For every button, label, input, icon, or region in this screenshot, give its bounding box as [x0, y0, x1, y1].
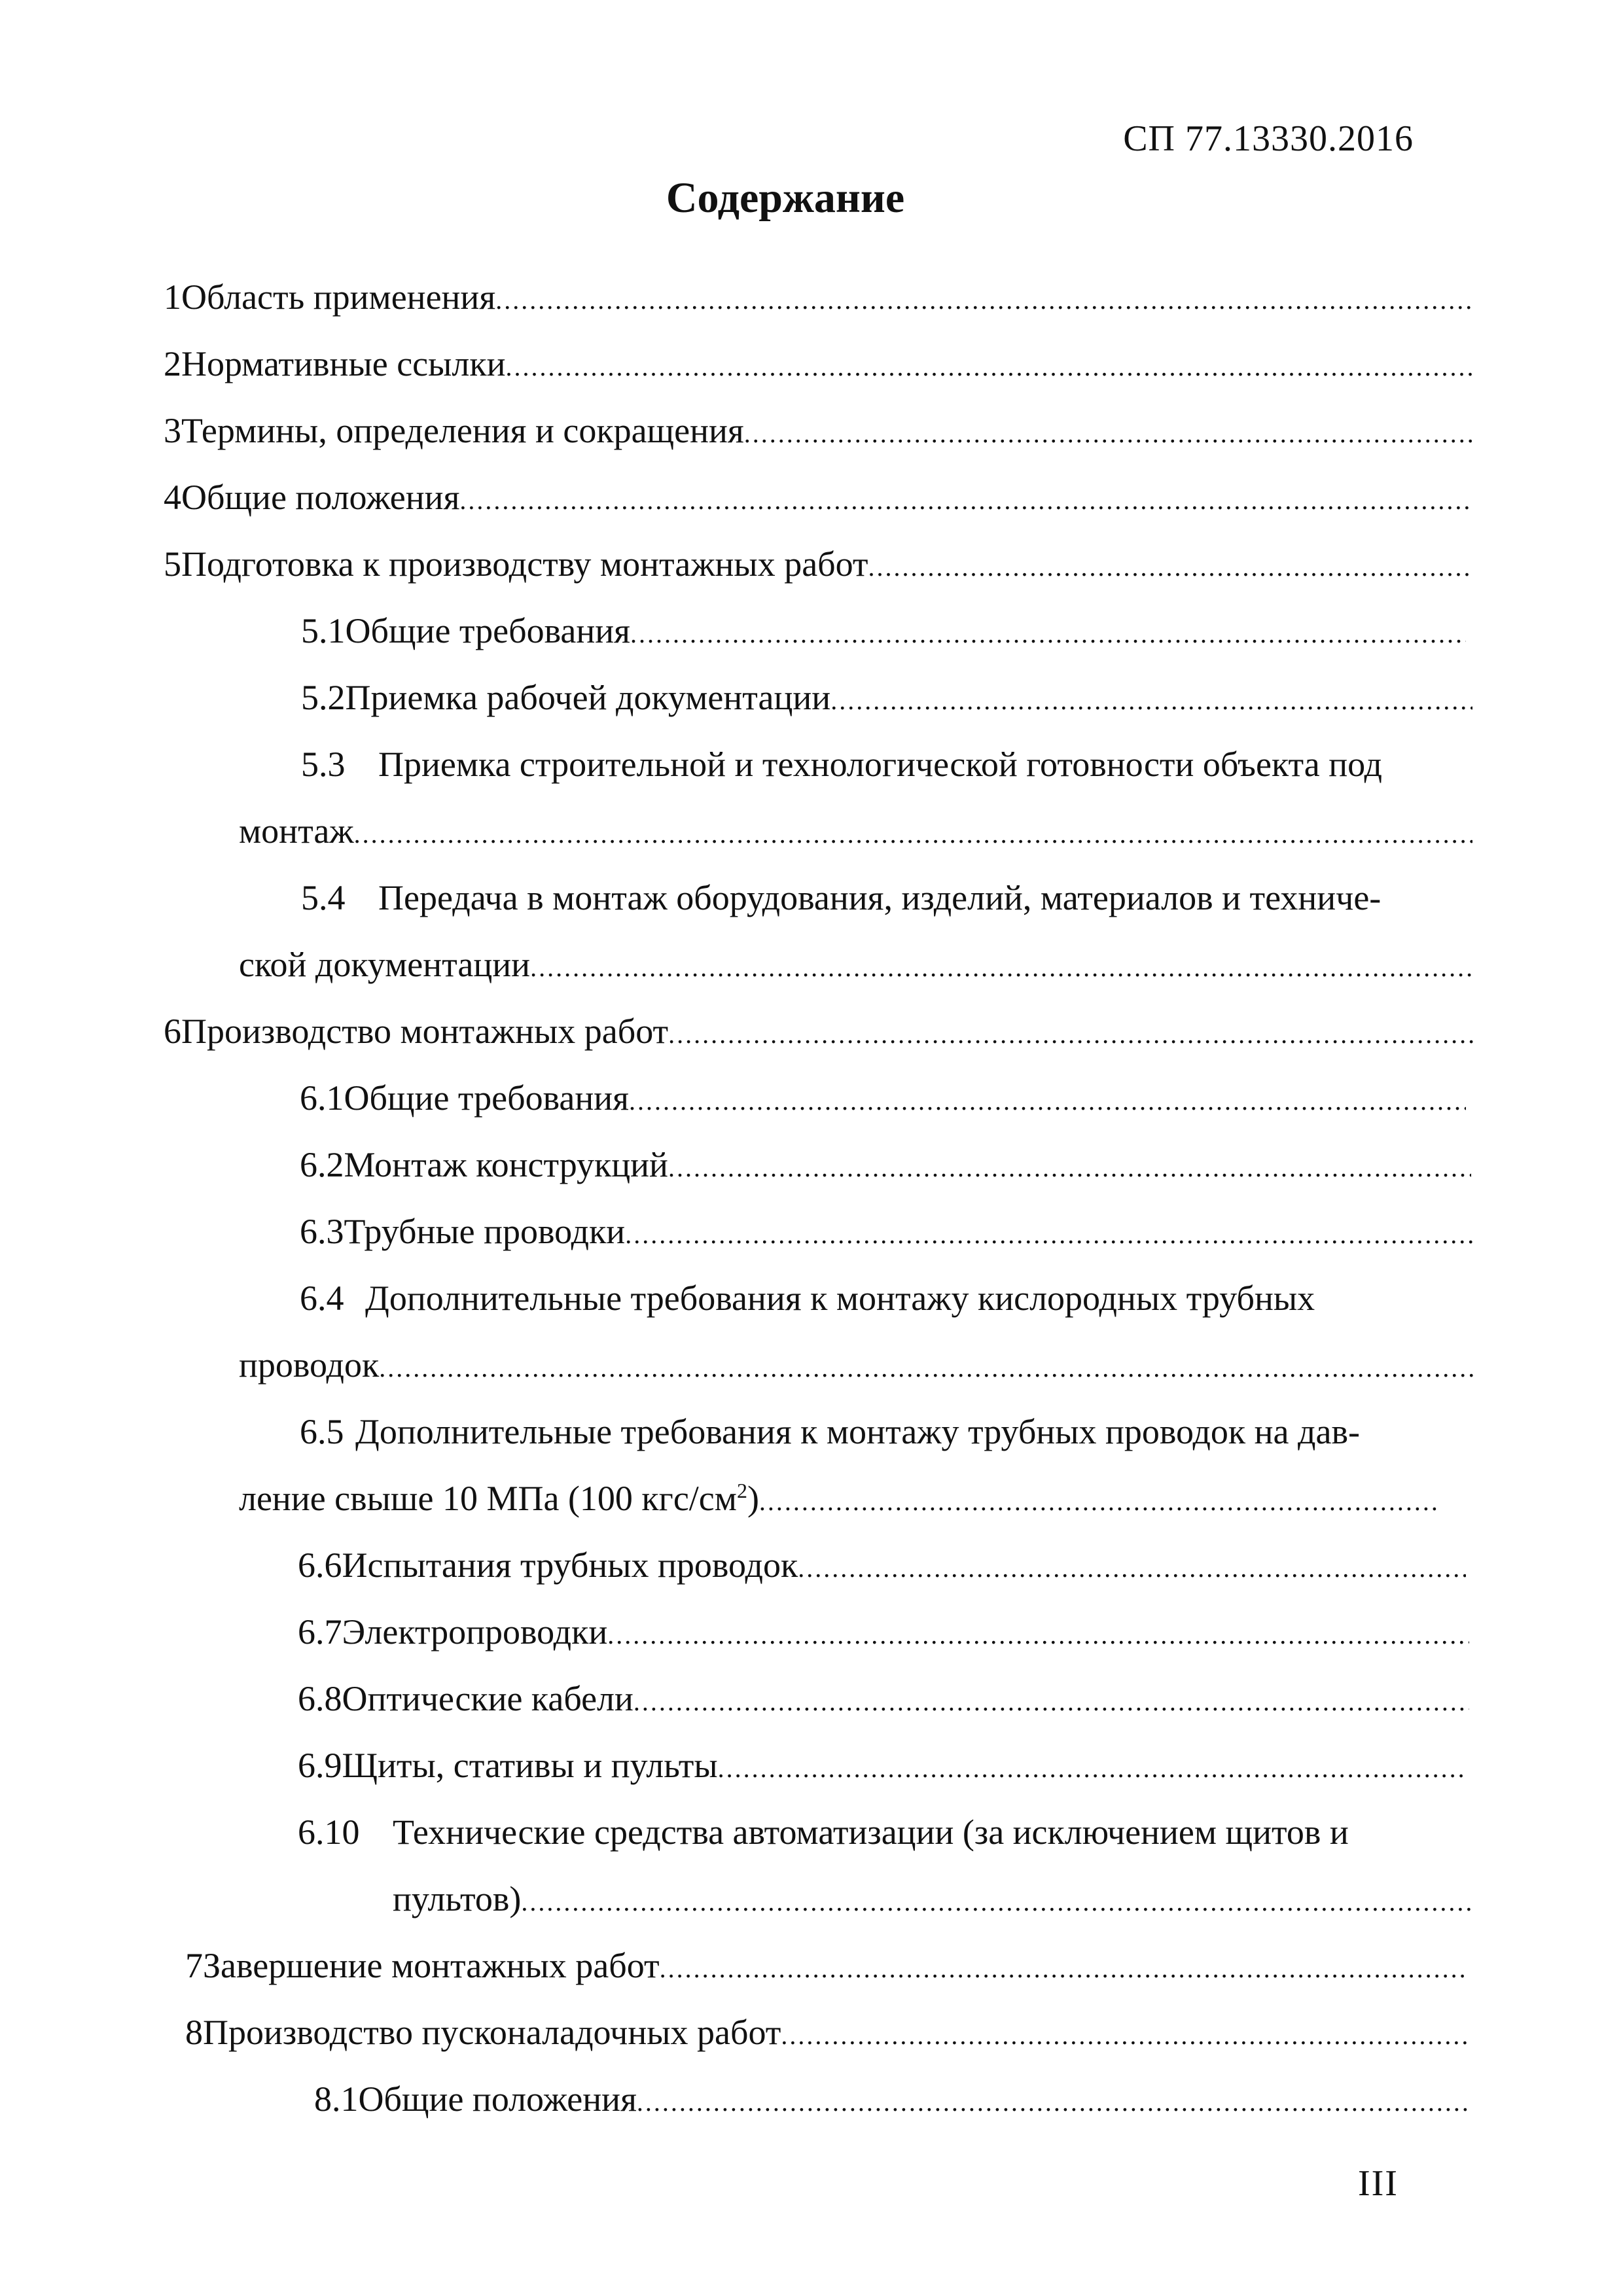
- toc-entry-number: 5.3: [301, 745, 346, 784]
- toc-leader-dots: [630, 610, 1466, 658]
- toc-entry-title: Трубные проводки: [344, 1212, 626, 1251]
- toc-leader-dots: [668, 1011, 1476, 1058]
- page-number: III: [1358, 2163, 1399, 2204]
- toc-entry-number: 2: [164, 344, 181, 383]
- toc-entry-5-4-continuation[interactable]: [239, 941, 1472, 988]
- toc-entry-number: 6.4: [300, 1279, 344, 1318]
- toc-entry-title: Общие требования: [344, 1078, 630, 1118]
- toc-leader-dots: [798, 1545, 1466, 1592]
- toc-entry-number: 6.9: [298, 1746, 342, 1785]
- toc-entry-number: 6.10: [298, 1812, 360, 1852]
- toc-entry-title: Электропроводки: [342, 1612, 608, 1651]
- toc-entry-title: Производство пусконаладочных работ: [203, 2013, 781, 2052]
- toc-entry-7[interactable]: [185, 1942, 1469, 1989]
- toc-entry-6-5[interactable]: [300, 1408, 1478, 1455]
- page-title: Содержание: [666, 174, 905, 222]
- toc-entry-number: 5: [164, 544, 181, 584]
- toc-entry-title-continuation: пультов): [393, 1879, 522, 1918]
- toc-entry-title: Общие положения: [358, 2079, 637, 2119]
- toc-entry-5-4[interactable]: [301, 874, 1479, 921]
- toc-entry-title: Общие положения: [181, 478, 460, 517]
- toc-entry-8-1[interactable]: [314, 2075, 1469, 2123]
- toc-leader-dots: [744, 410, 1472, 457]
- toc-entry-6-3[interactable]: [300, 1208, 1474, 1255]
- toc-entry-8[interactable]: [185, 2009, 1469, 2056]
- toc-leader-dots: [354, 811, 1472, 858]
- toc-entry-6-9[interactable]: [298, 1742, 1466, 1789]
- toc-entry-title-continuation-text: ление свыше 10 МПа (100 кгс/см: [239, 1479, 737, 1518]
- toc-entry-title-continuation: ской документации: [239, 945, 531, 984]
- toc-entry-5-3[interactable]: [301, 741, 1479, 788]
- toc-entry-number: 5.4: [301, 878, 346, 917]
- toc-entry-5-3-continuation[interactable]: [239, 807, 1472, 855]
- toc-entry-title: Подготовка к производству монтажных работ: [181, 544, 868, 584]
- toc-leader-dots: [625, 1211, 1474, 1258]
- document-code: СП 77.13330.2016: [1123, 118, 1414, 159]
- toc-leader-dots: [660, 1945, 1469, 1992]
- toc-leader-dots: [607, 1612, 1469, 1659]
- toc-entry-title: Нормативные ссылки: [181, 344, 506, 383]
- toc-entry-6[interactable]: [164, 1008, 1476, 1055]
- toc-leader-dots: [633, 1678, 1469, 1725]
- toc-leader-dots: [530, 944, 1472, 991]
- toc-entry-number: 6.8: [298, 1679, 342, 1718]
- toc-entry-number: 4: [164, 478, 181, 517]
- toc-entry-6-5-continuation[interactable]: [239, 1475, 1436, 1522]
- toc-entry-title: Монтаж конструкций: [344, 1145, 668, 1184]
- toc-entry-5-2[interactable]: [301, 674, 1472, 721]
- toc-entry-title: Технические средства автоматизации (за исключением щитов и: [393, 1812, 1349, 1852]
- toc-entry-6-6[interactable]: [298, 1542, 1466, 1589]
- toc-leader-dots: [668, 1144, 1471, 1192]
- toc-entry-number: 3: [164, 411, 181, 450]
- superscript-exponent: 2: [736, 1479, 747, 1502]
- toc-entry-title: Область применения: [181, 277, 496, 317]
- toc-entry-number: 6.7: [298, 1612, 342, 1651]
- toc-leader-dots: [781, 2012, 1469, 2059]
- toc-entry-title: Оптические кабели: [342, 1679, 633, 1718]
- toc-entry-title: Щиты, стативы и пульты: [342, 1746, 718, 1785]
- toc-leader-dots: [495, 277, 1472, 324]
- toc-entry-title: Приемка рабочей документации: [345, 678, 831, 717]
- toc-entry-number: 6.6: [298, 1545, 342, 1585]
- toc-entry-2[interactable]: [164, 340, 1472, 387]
- toc-leader-dots: [637, 2079, 1469, 2126]
- toc-leader-dots: [379, 1345, 1476, 1392]
- toc-entry-title: Передача в монтаж оборудования, изделий, материалов и техниче-: [378, 878, 1382, 917]
- toc-leader-dots: [830, 677, 1472, 724]
- toc-entry-1[interactable]: [164, 274, 1472, 321]
- toc-entry-number: 5.2: [301, 678, 346, 717]
- toc-entry-6-7[interactable]: [298, 1608, 1469, 1655]
- toc-entry-number: 6.5: [300, 1412, 344, 1451]
- toc-entry-6-10[interactable]: [298, 1809, 1476, 1856]
- toc-entry-title-continuation-tail: ): [747, 1479, 759, 1518]
- toc-entry-6-10-continuation[interactable]: [393, 1875, 1472, 1922]
- toc-entry-title: Термины, определения и сокращения: [181, 411, 744, 450]
- toc-entry-6-4[interactable]: [300, 1275, 1412, 1322]
- toc-leader-dots: [506, 344, 1473, 391]
- toc-entry-title: Дополнительные требования к монтажу кислородных трубных: [365, 1279, 1315, 1318]
- toc-entry-6-4-continuation[interactable]: [239, 1341, 1476, 1388]
- toc-entry-5[interactable]: [164, 540, 1472, 588]
- toc-leader-dots: [718, 1745, 1466, 1792]
- toc-entry-number: 6: [164, 1012, 181, 1051]
- toc-entry-number: 8: [185, 2013, 203, 2052]
- toc-entry-number: 5.1: [301, 611, 346, 650]
- toc-entry-number: 7: [185, 1946, 203, 1985]
- toc-entry-title: Приемка строительной и технологической готовности объекта под: [378, 745, 1383, 784]
- toc-leader-dots: [868, 544, 1472, 591]
- toc-entry-title: Завершение монтажных работ: [203, 1946, 660, 1985]
- toc-entry-number: 6.2: [300, 1145, 344, 1184]
- toc-entry-number: 6.3: [300, 1212, 344, 1251]
- toc-entry-3[interactable]: [164, 407, 1472, 454]
- toc-entry-title: Производство монтажных работ: [181, 1012, 669, 1051]
- toc-entry-5-1[interactable]: [301, 607, 1466, 654]
- toc-leader-dots: [759, 1478, 1436, 1525]
- toc-leader-dots: [521, 1879, 1472, 1926]
- toc-entry-number: 6.1: [300, 1078, 344, 1118]
- toc-entry-number: 1: [164, 277, 181, 317]
- toc-entry-title-continuation: монтаж: [239, 811, 354, 851]
- toc-entry-title: Испытания трубных проводок: [342, 1545, 798, 1585]
- toc-entry-4[interactable]: [164, 474, 1472, 521]
- toc-entry-title-continuation: [239, 1475, 759, 1522]
- toc-entry-6-2[interactable]: [300, 1141, 1471, 1188]
- toc-leader-dots: [629, 1078, 1466, 1125]
- toc-entry-6-8[interactable]: [298, 1675, 1469, 1722]
- toc-entry-number: 8.1: [314, 2079, 359, 2119]
- toc-leader-dots: [459, 477, 1472, 524]
- toc-entry-title-continuation: проводок: [239, 1345, 380, 1385]
- toc-entry-title: Общие требования: [345, 611, 631, 650]
- toc-entry-6-1[interactable]: [300, 1074, 1466, 1122]
- toc-entry-title: Дополнительные требования к монтажу трубных проводок на дав-: [355, 1412, 1360, 1451]
